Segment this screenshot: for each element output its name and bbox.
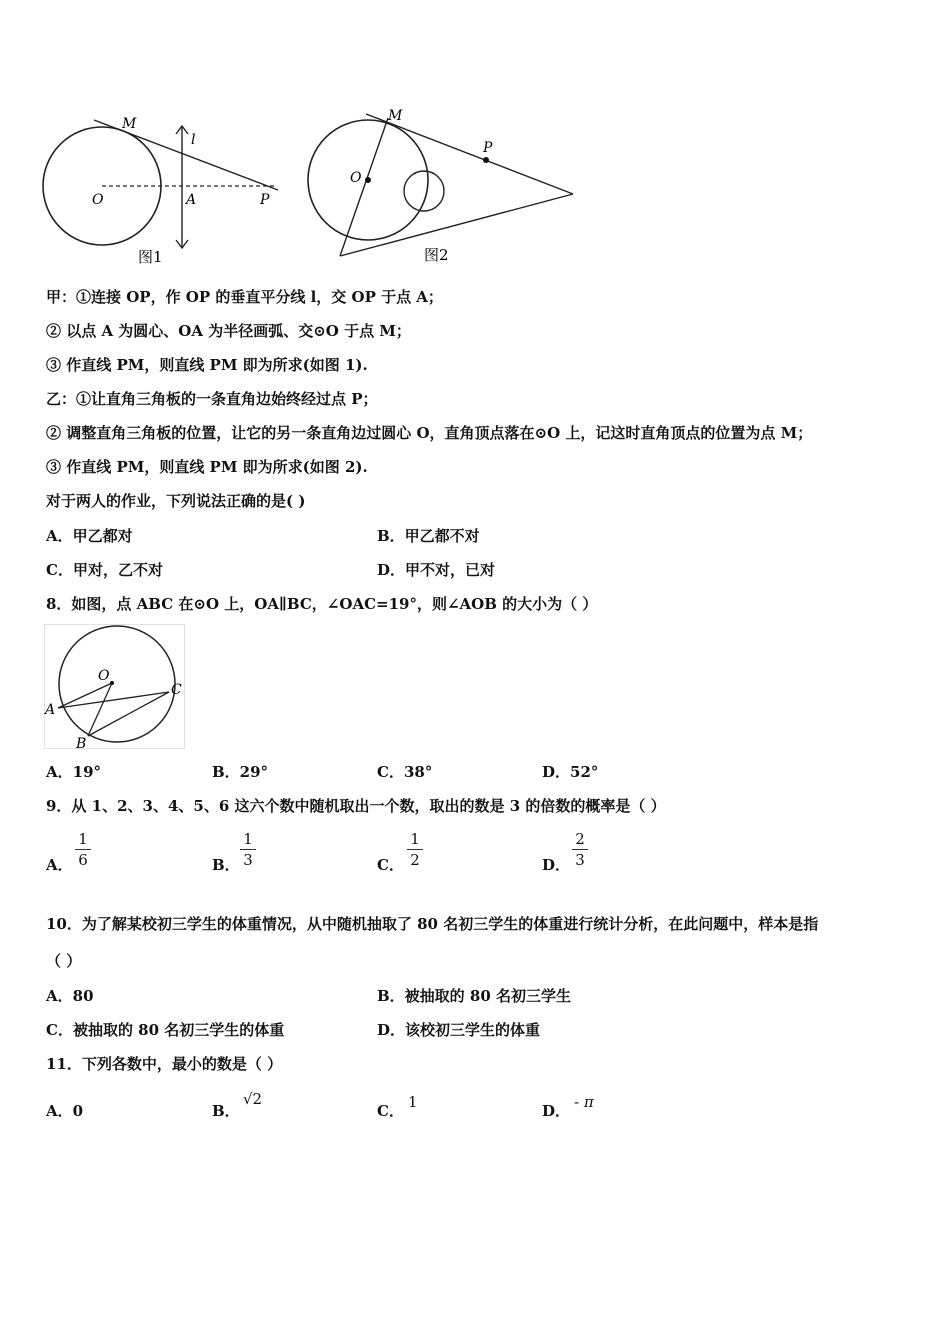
q11-stem: 11．下列各数中，最小的数是（ ）: [46, 1055, 283, 1073]
fig2-line-mp: [366, 114, 573, 194]
q11-a-value: 0: [72, 1102, 84, 1120]
fig1-label-o: O: [92, 192, 104, 208]
q8-point-o: [110, 681, 114, 685]
q8-option-c[interactable]: C．38°: [377, 763, 433, 781]
q8-label-b: B: [76, 736, 87, 750]
q7-line-3: ③ 作直线 PM，则直线 PM 即为所求(如图 1).: [46, 356, 368, 374]
q9-option-a-label[interactable]: A．: [46, 856, 73, 874]
fig1-label-p: P: [260, 192, 270, 208]
q8-figure-frame: [45, 625, 185, 749]
q11-option-b-value: √2: [243, 1090, 263, 1108]
fig2-label-p: P: [483, 140, 493, 156]
q8-label-a: A: [45, 702, 56, 718]
q10-option-b[interactable]: B．被抽取的 80 名初三学生: [377, 987, 571, 1005]
q7-option-c[interactable]: C．甲对，乙不对: [46, 561, 163, 579]
q8-label-o: O: [98, 668, 110, 684]
q9-b-denominator: 3: [243, 851, 253, 869]
q9-d-denominator: 3: [575, 851, 585, 869]
q9-a-denominator: 6: [78, 851, 88, 869]
q10-option-a[interactable]: A．80: [46, 987, 94, 1005]
q11-option-b-label[interactable]: B．: [212, 1102, 240, 1120]
q9-c-denominator: 2: [410, 851, 420, 869]
q7-option-b[interactable]: B．甲乙都不对: [377, 527, 480, 545]
fig2-label-o: O: [350, 170, 362, 186]
q10-option-c[interactable]: C．被抽取的 80 名初三学生的体重: [46, 1021, 285, 1039]
figure-1: [40, 110, 290, 270]
q9-a-fraction-bar: [75, 849, 91, 850]
q9-option-a-fraction: [75, 830, 91, 869]
q8-option-a[interactable]: A．19°: [46, 763, 102, 781]
q9-c-fraction-bar: [407, 849, 423, 850]
q11-option-d-value: - π: [574, 1093, 594, 1111]
q9-option-d-label[interactable]: D．: [542, 856, 571, 874]
q7-line-6: ③ 作直线 PM，则直线 PM 即为所求(如图 2).: [46, 458, 368, 476]
q7-line-1: 甲：①连接 OP，作 OP 的垂直平分线 l，交 OP 于点 A；: [46, 288, 443, 306]
q11-option-a[interactable]: [46, 1101, 83, 1121]
q7-stem: 对于两人的作业，下列说法正确的是( ): [46, 492, 306, 510]
q9-option-d-fraction: [572, 830, 588, 869]
q9-option-b-fraction: [240, 830, 256, 869]
q9-d-numerator: 2: [575, 830, 585, 848]
fig2-point-p: [483, 157, 489, 163]
q10-stem-line-1: 10．为了解某校初三学生的体重情况，从中随机抽取了 80 名初三学生的体重进行统计分析，在此问题中，样本是指: [46, 915, 819, 933]
q9-option-c-fraction: [407, 830, 423, 869]
q9-a-numerator: 1: [78, 830, 88, 848]
fig2-point-o: [365, 177, 371, 183]
fig2-label-m: M: [388, 108, 403, 124]
fig2-line-bottom: [340, 194, 573, 256]
q9-d-fraction-bar: [572, 849, 588, 850]
fig1-label-m: M: [122, 116, 137, 132]
q7-line-4: 乙：①让直角三角板的一条直角边始终经过点 P；: [46, 390, 378, 408]
q9-b-fraction-bar: [240, 849, 256, 850]
q10-stem-line-2: （ ）: [46, 952, 82, 970]
q7-line-2: ② 以点 A 为圆心、OA 为半径画弧、交⊙O 于点 M；: [46, 322, 411, 340]
q8-label-c: C: [171, 682, 182, 698]
fig2-line-mo: [340, 118, 388, 256]
q8-segment-bc: [88, 692, 169, 736]
q9-option-b-label[interactable]: B．: [212, 856, 240, 874]
q9-option-c-label[interactable]: C．: [377, 856, 404, 874]
q9-b-numerator: 1: [243, 830, 253, 848]
fig1-caption: 图1: [138, 248, 163, 266]
q9-c-numerator: 1: [410, 830, 420, 848]
q10-option-d[interactable]: D．该校初三学生的体重: [377, 1021, 541, 1039]
q7-line-5: ② 调整直角三角板的位置，让它的另一条直角边过圆心 O，直角顶点落在⊙O 上，记这时直角顶点的位置为点 M；: [46, 424, 813, 442]
q11-option-c-value: 1: [408, 1093, 418, 1111]
q8-stem: 8．如图，点 ABC 在⊙O 上，OA∥BC，∠OAC=19°，则∠AOB 的大小为（ ）: [46, 595, 598, 613]
q7-option-a[interactable]: A．甲乙都对: [46, 527, 133, 545]
q11-a-label: A．: [46, 1102, 73, 1120]
figure-2: [300, 104, 585, 269]
q8-figure: [44, 624, 186, 750]
q11-option-d-label[interactable]: D．: [542, 1102, 571, 1120]
q8-option-b[interactable]: B．29°: [212, 763, 269, 781]
q8-option-d[interactable]: D．52°: [542, 763, 599, 781]
q11-option-c-label[interactable]: C．: [377, 1102, 404, 1120]
q9-stem: 9．从 1、2、3、4、5、6 这六个数中随机取出一个数，取出的数是 3 的倍数的概率是（ ）: [46, 797, 666, 815]
fig2-caption: 图2: [424, 246, 449, 264]
q7-option-d[interactable]: D．甲不对，已对: [377, 561, 496, 579]
q8-segment-ob: [88, 683, 112, 736]
fig1-label-a: A: [186, 192, 197, 208]
fig1-label-l: l: [191, 132, 196, 148]
q8-circle: [59, 626, 175, 742]
fig2-small-circle: [404, 171, 444, 211]
